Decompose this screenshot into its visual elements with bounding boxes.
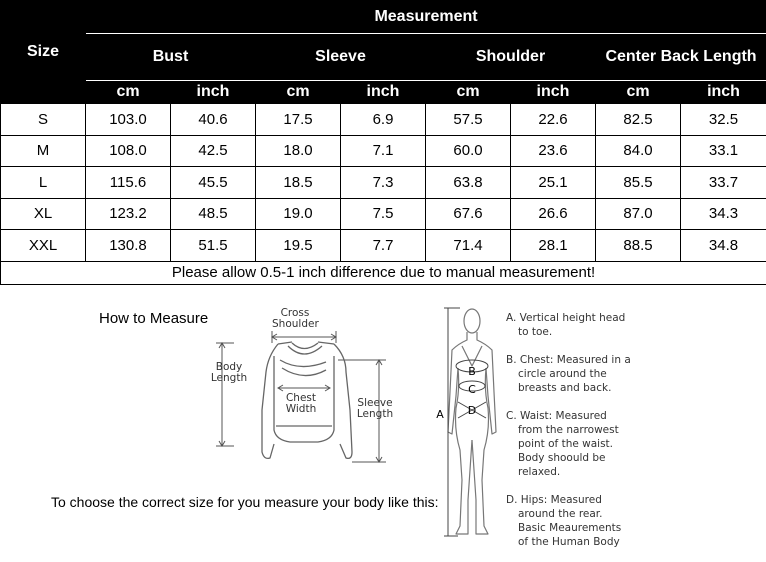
measurement-note: Please allow 0.5-1 inch difference due to manual measurement! (1, 261, 766, 284)
body-mark-b: B (468, 365, 476, 378)
instruction-b (506, 353, 631, 395)
instruction-d-line-4: of the Human Body (518, 536, 620, 548)
value-cell: 7.3 (341, 167, 426, 199)
value-cell: 40.6 (171, 104, 256, 136)
value-cell: 7.7 (341, 230, 426, 262)
value-cell: 18.5 (256, 167, 341, 199)
value-cell: 48.5 (171, 198, 256, 230)
value-cell: 34.8 (681, 230, 766, 262)
value-cell: 7.1 (341, 135, 426, 167)
value-cell: 19.0 (256, 198, 341, 230)
unit-header: cm (86, 81, 171, 104)
cross-shoulder-label: Cross Shoulder (272, 307, 319, 330)
value-cell: 7.5 (341, 198, 426, 230)
group-header-bust: Bust (86, 34, 256, 81)
value-cell: 57.5 (426, 104, 511, 136)
unit-header: cm (426, 81, 511, 104)
value-cell: 87.0 (596, 198, 681, 230)
unit-header: cm (256, 81, 341, 104)
instruction-a-line-1: A. Vertical height head (506, 312, 626, 324)
value-cell: 34.3 (681, 198, 766, 230)
value-cell: 42.5 (171, 135, 256, 167)
body-length-label: Body Length (210, 361, 248, 384)
instruction-c-line-5: relaxed. (518, 466, 561, 478)
size-column-header: Size (1, 1, 86, 104)
instruction-d-line-1: D. Hips: Measured (506, 494, 602, 506)
unit-header: inch (681, 81, 766, 104)
value-cell: 85.5 (596, 167, 681, 199)
value-cell: 108.0 (86, 135, 171, 167)
size-cell: L (1, 167, 86, 199)
size-cell: S (1, 104, 86, 136)
body-mark-a: A (436, 408, 444, 421)
value-cell: 33.1 (681, 135, 766, 167)
value-cell: 84.0 (596, 135, 681, 167)
value-cell: 115.6 (86, 167, 171, 199)
body-mark-d: D (467, 404, 477, 417)
value-cell: 17.5 (256, 104, 341, 136)
value-cell: 123.2 (86, 198, 171, 230)
value-cell: 103.0 (86, 104, 171, 136)
sleeve-length-label: Sleeve Length (356, 397, 394, 420)
chest-width-label: Chest Width (285, 392, 317, 415)
instruction-b-line-2: circle around the (518, 368, 607, 380)
value-cell: 26.6 (511, 198, 596, 230)
body-mark-c: C (468, 383, 476, 396)
value-cell: 71.4 (426, 230, 511, 262)
value-cell: 63.8 (426, 167, 511, 199)
instruction-c-line-4: Body shoould be (518, 452, 606, 464)
choose-size-instruction: To choose the correct size for you measure your body like this: (51, 494, 439, 510)
measurement-header: Measurement (86, 1, 766, 34)
value-cell: 33.7 (681, 167, 766, 199)
value-cell: 88.5 (596, 230, 681, 262)
unit-header: inch (171, 81, 256, 104)
value-cell: 23.6 (511, 135, 596, 167)
instruction-b-line-3: breasts and back. (518, 382, 612, 394)
value-cell: 130.8 (86, 230, 171, 262)
group-header-sleeve: Sleeve (256, 34, 426, 81)
unit-header: inch (511, 81, 596, 104)
group-header-center-back-length: Center Back Length (596, 34, 766, 81)
value-cell: 60.0 (426, 135, 511, 167)
how-to-measure-title: How to Measure (99, 310, 209, 327)
value-cell: 45.5 (171, 167, 256, 199)
instruction-c-line-3: point of the waist. (518, 438, 614, 450)
value-cell: 19.5 (256, 230, 341, 262)
instruction-a (506, 311, 625, 339)
size-cell: M (1, 135, 86, 167)
unit-header: cm (596, 81, 681, 104)
instruction-a-line-2: to toe. (518, 326, 553, 338)
value-cell: 22.6 (511, 104, 596, 136)
instruction-d-line-3: Basic Meaurements (518, 522, 622, 534)
size-cell: XXL (1, 230, 86, 262)
value-cell: 6.9 (341, 104, 426, 136)
instruction-d (506, 493, 621, 549)
value-cell: 67.6 (426, 198, 511, 230)
instruction-c-line-1: C. Waist: Measured (506, 410, 607, 422)
value-cell: 51.5 (171, 230, 256, 262)
instruction-d-line-2: around the rear. (518, 508, 603, 520)
unit-header: inch (341, 81, 426, 104)
value-cell: 25.1 (511, 167, 596, 199)
instruction-b-line-1: B. Chest: Measured in a (506, 354, 631, 366)
value-cell: 18.0 (256, 135, 341, 167)
group-header-shoulder: Shoulder (426, 34, 596, 81)
value-cell: 82.5 (596, 104, 681, 136)
value-cell: 28.1 (511, 230, 596, 262)
instruction-c-line-2: from the narrowest (518, 424, 619, 436)
instruction-c (506, 409, 619, 479)
size-cell: XL (1, 198, 86, 230)
value-cell: 32.5 (681, 104, 766, 136)
